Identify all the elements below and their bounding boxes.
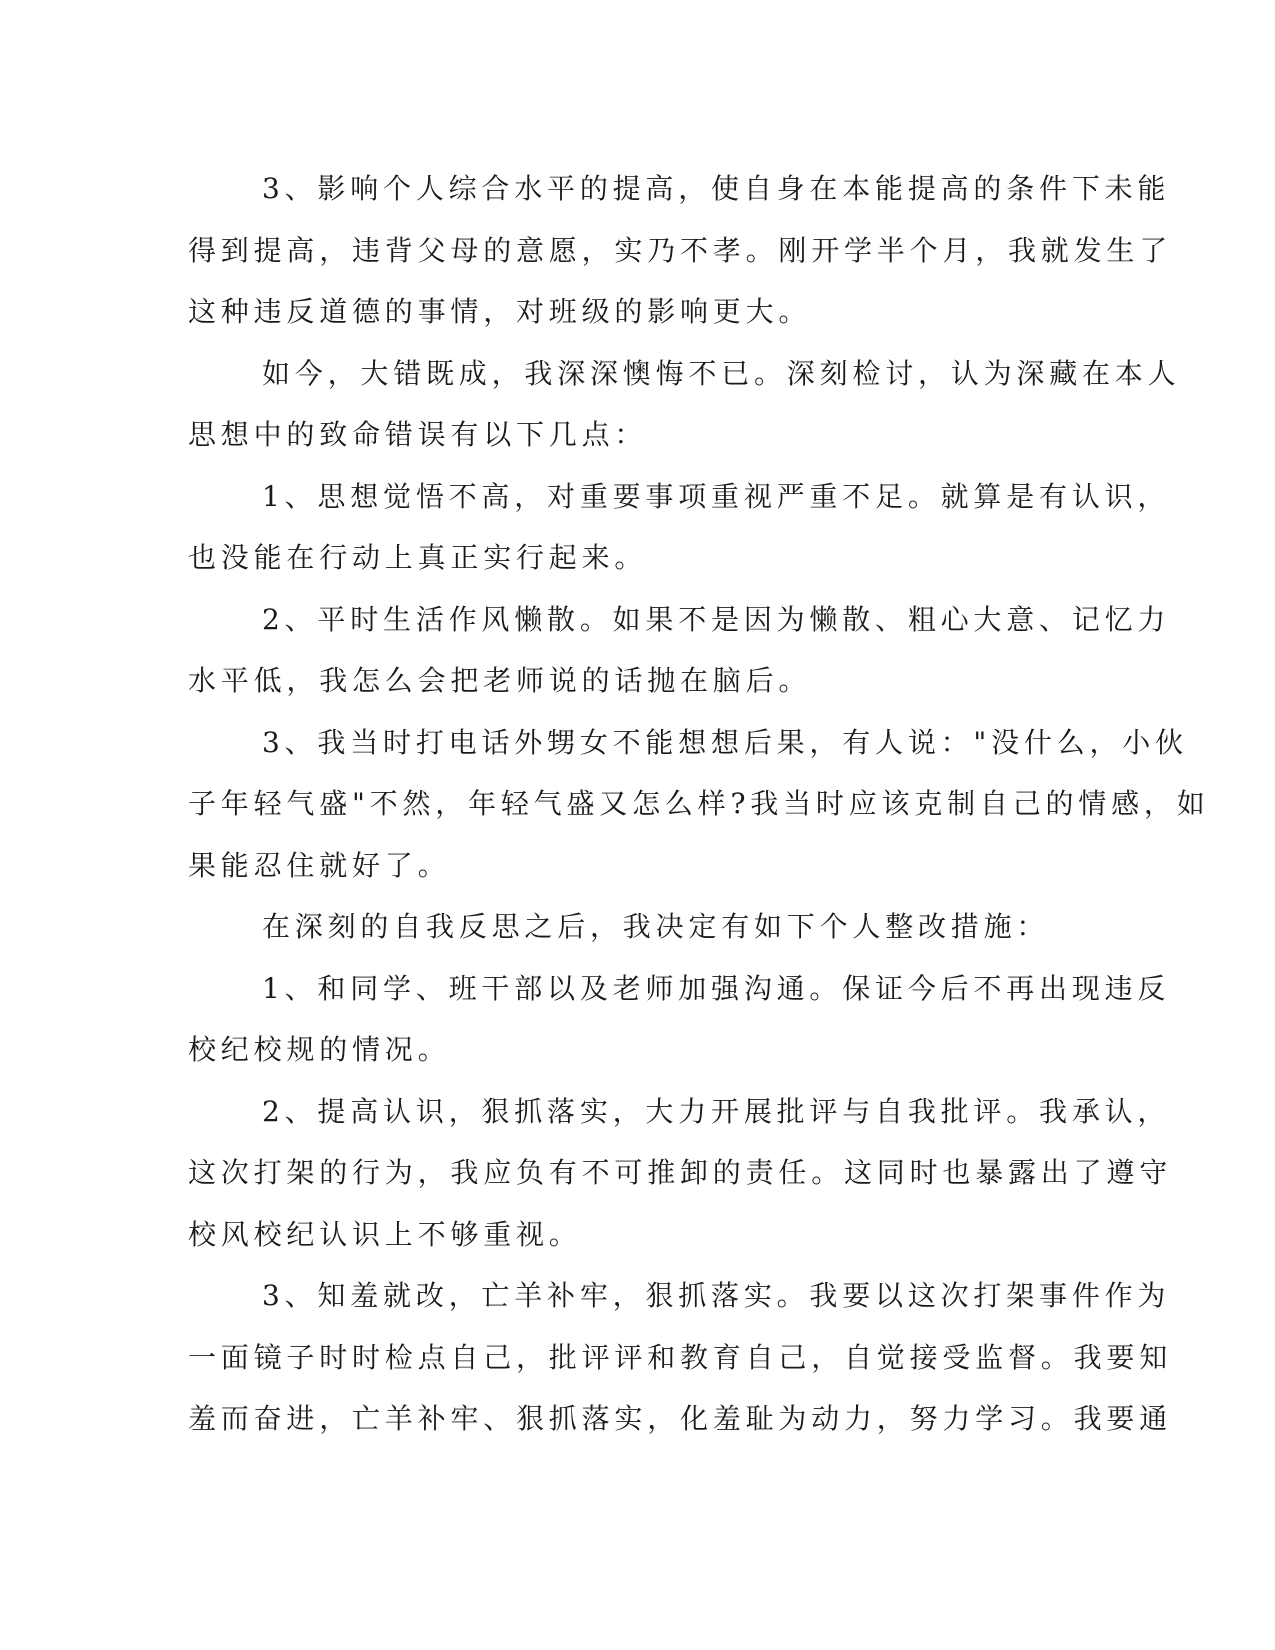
paragraph-line: 校风校纪认识上不够重视。 [188,1217,582,1251]
paragraph-line: 思想中的致命错误有以下几点： [188,418,648,451]
paragraph-line: 得到提高，违背父母的意愿，实乃不孝。刚开学半个月，我就发生了 [188,233,1173,267]
paragraph-line: 在深刻的自我反思之后，我决定有如下个人整改措施： [262,910,1050,943]
paragraph-line: 校纪校规的情况。 [188,1033,451,1066]
paragraph-line: 子年轻气盛"不然，年轻气盛又怎么样?我当时应该克制自己的情感，如 [188,787,1210,820]
paragraph-line: 一面镜子时时检点自己，批评评和教育自己，自觉接受监督。我要知 [188,1340,1173,1374]
paragraph-line: 2、提高认识，狠抓落实，大力开展批评与自我批评。我承认， [262,1094,1171,1128]
paragraph-line: 这种违反道德的事情，对班级的影响更大。 [188,295,812,328]
paragraph-line: 1、思想觉悟不高，对重要事项重视严重不足。就算是有认识， [262,479,1171,513]
paragraph-line: 3、知羞就改，亡羊补牢，狠抓落实。我要以这次打架事件作为 [262,1279,1171,1312]
paragraph-line: 羞而奋进，亡羊补牢、狠抓落实，化羞耻为动力，努力学习。我要通 [188,1402,1173,1435]
paragraph-line: 1、和同学、班干部以及老师加强沟通。保证今后不再出现违反 [262,971,1171,1005]
paragraph-line: 3、我当时打电话外甥女不能想想后果，有人说："没什么，小伙 [262,725,1188,759]
paragraph-line: 水平低，我怎么会把老师说的话抛在脑后。 [188,664,812,697]
paragraph-line: 也没能在行动上真正实行起来。 [188,541,648,574]
paragraph-line: 3、影响个人综合水平的提高，使自身在本能提高的条件下未能 [262,172,1171,205]
paragraph-line: 2、平时生活作风懒散。如果不是因为懒散、粗心大意、记忆力 [262,602,1171,636]
paragraph-line: 如今，大错既成，我深深懊悔不已。深刻检讨，认为深藏在本人 [262,356,1181,390]
document-body [188,158,1210,1450]
paragraph-line: 果能忍住就好了。 [188,848,451,882]
paragraph-line: 这次打架的行为，我应负有不可推卸的责任。这同时也暴露出了遵守 [188,1156,1173,1189]
